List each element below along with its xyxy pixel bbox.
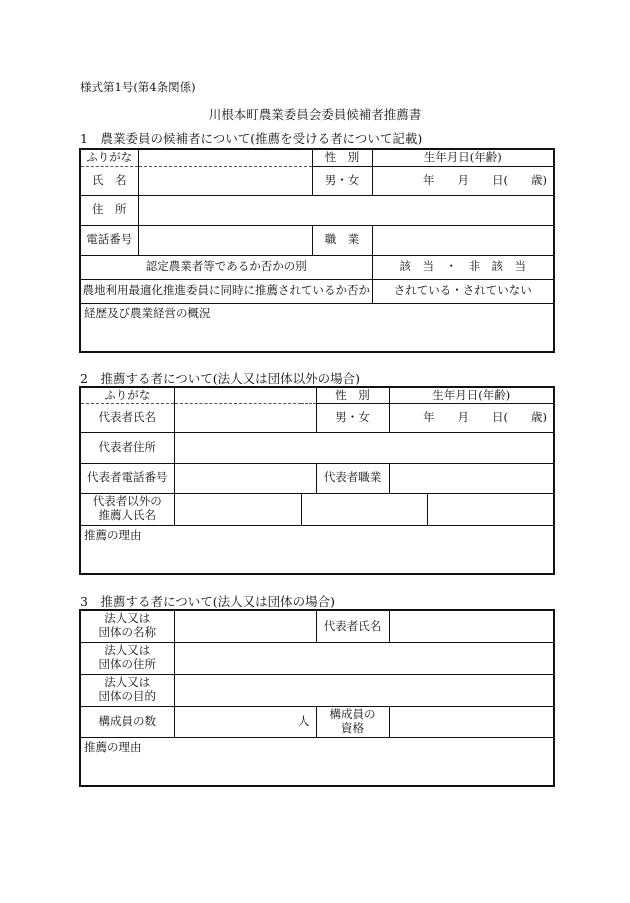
certified-question: 認定農業者等であるか否かの別: [80, 255, 372, 279]
phone-field[interactable]: [138, 225, 312, 255]
other-recommenders-line1: 代表者以外の: [92, 494, 162, 509]
recommender-table: [79, 386, 555, 575]
candidate-table: [79, 148, 555, 353]
career-label: 経歴及び農業経営の概況: [84, 305, 211, 320]
section2-heading: 2 推薦する者について(法人又は団体以外の場合): [80, 371, 360, 386]
rep-phone-label: 代表者電話番号: [80, 463, 174, 493]
org-purpose-line2: 団体の目的: [98, 689, 156, 703]
rep-birth-header: 生年月日(年齢): [389, 387, 554, 403]
phone-label: 電話番号: [80, 225, 138, 255]
address-label: 住 所: [80, 195, 138, 225]
rep-address-label: 代表者住所: [80, 432, 174, 463]
org-purpose-field[interactable]: [174, 674, 554, 706]
name-label: 氏 名: [80, 166, 138, 195]
section3-heading: 3 推薦する者について(法人又は団体の場合): [80, 594, 335, 609]
org-address-label: [80, 642, 174, 674]
org-purpose-label: [80, 674, 174, 706]
rep-birth-value[interactable]: 年 月 日( 歳): [389, 403, 554, 432]
rep-furigana-label: ふりがな: [80, 387, 174, 403]
occupation-label: 職 業: [312, 225, 372, 255]
other-recommender-field-3[interactable]: [427, 493, 554, 525]
birth-value[interactable]: 年 月 日( 歳): [372, 166, 554, 195]
rep-name-field[interactable]: [174, 403, 316, 432]
org-address-line2: 団体の住所: [98, 657, 156, 671]
rep-reason-label: 推薦の理由: [84, 527, 142, 542]
furigana-field[interactable]: [138, 149, 312, 166]
form-number-label: 様式第1号(第4条関係): [80, 80, 196, 94]
occupation-field[interactable]: [372, 225, 554, 255]
other-recommender-field-1[interactable]: [174, 493, 301, 525]
org-reason-field[interactable]: [80, 737, 554, 786]
sex-value[interactable]: 男・女: [312, 166, 372, 195]
other-recommenders-line2: 推薦人氏名: [98, 508, 156, 522]
org-name-line2: 団体の名称: [98, 625, 156, 640]
org-name-label: [80, 610, 174, 642]
organization-table: [79, 609, 555, 787]
other-recommenders-label: [80, 493, 174, 525]
name-field[interactable]: [138, 166, 312, 195]
section1-heading: 1 農業委員の候補者について(推薦を受ける者について記載): [80, 131, 423, 146]
certified-answer[interactable]: 該 当 ・ 非 該 当: [372, 255, 554, 279]
members-qualification-line1: 構成員の: [329, 706, 376, 721]
members-count-label: 構成員の数: [80, 706, 174, 737]
members-count-field[interactable]: [174, 706, 316, 737]
sex-header: 性 別: [312, 149, 372, 166]
farmland-question: 農地利用最適化推進委員に同時に推薦されているか否か: [80, 279, 372, 303]
members-qualification-label: [316, 706, 389, 737]
other-recommender-field-2[interactable]: [301, 493, 427, 525]
rep-reason-field[interactable]: [80, 525, 554, 574]
org-reason-label: 推薦の理由: [84, 739, 142, 754]
rep-furigana-field[interactable]: [174, 387, 316, 403]
members-qualification-field[interactable]: [389, 706, 554, 737]
members-unit: 人: [298, 713, 310, 728]
org-purpose-line1: 法人又は: [104, 675, 151, 690]
farmland-answer[interactable]: されている・されていない: [372, 279, 554, 303]
org-rep-name-field[interactable]: [389, 610, 554, 642]
org-name-line1: 法人又は: [104, 611, 151, 626]
members-qualification-line2: 資格: [341, 720, 364, 735]
org-rep-name-label: 代表者氏名: [316, 610, 389, 642]
rep-phone-field[interactable]: [174, 463, 316, 493]
rep-name-label: 代表者氏名: [80, 403, 174, 432]
furigana-label: ふりがな: [80, 149, 138, 166]
org-address-line1: 法人又は: [104, 643, 151, 658]
org-name-field[interactable]: [174, 610, 316, 642]
address-field[interactable]: [138, 195, 554, 225]
rep-occupation-field[interactable]: [389, 463, 554, 493]
career-field[interactable]: [80, 303, 554, 352]
rep-sex-value[interactable]: 男・女: [316, 403, 389, 432]
rep-address-field[interactable]: [174, 432, 554, 463]
org-address-field[interactable]: [174, 642, 554, 674]
rep-occupation-label: 代表者職業: [316, 463, 389, 493]
rep-sex-header: 性 別: [316, 387, 389, 403]
birth-header: 生年月日(年齢): [372, 149, 554, 166]
document-title: 川根本町農業委員会委員候補者推薦書: [208, 107, 422, 122]
